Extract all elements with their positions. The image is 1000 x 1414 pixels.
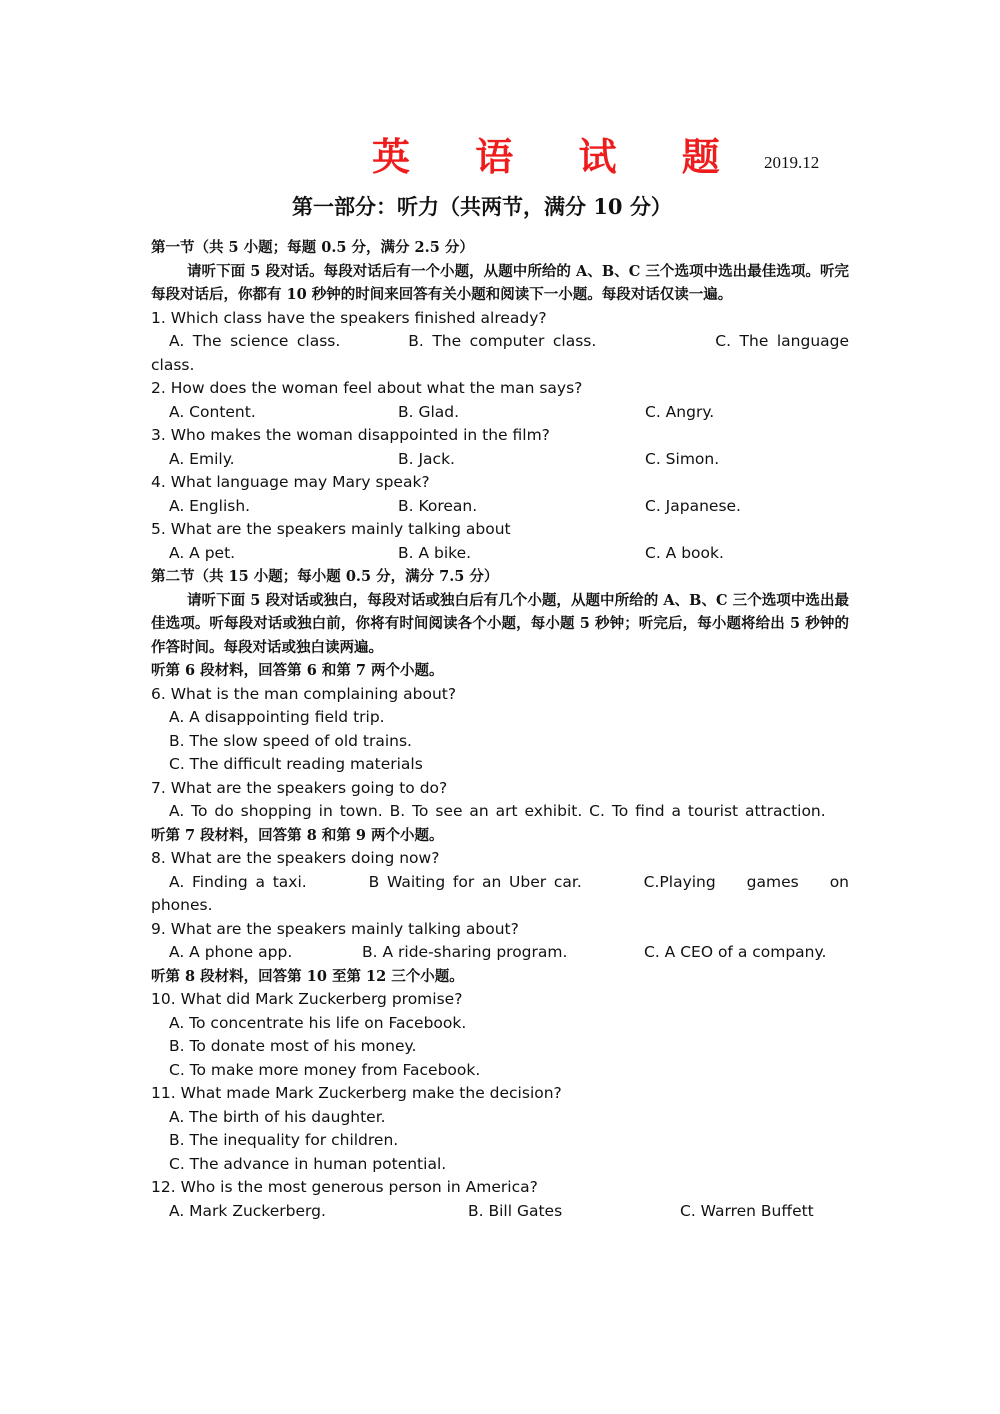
question-2: 2. How does the woman feel about what the man says? (151, 379, 583, 397)
question-10-option-a: A. To concentrate his life on Facebook. (169, 1013, 467, 1032)
question-10-option-c: C. To make more money from Facebook. (169, 1060, 481, 1079)
option-b: B. Glad. (398, 402, 460, 421)
material-7-heading: 听第 7 段材料，回答第 8 和第 9 两个小题。 (151, 826, 444, 844)
exam-date: 2019.12 (764, 153, 820, 172)
option-c: C. Angry. (645, 402, 715, 421)
question-7-options: A. To do shopping in town. B. To see an art exhibit. C. To find a tourist attraction. (169, 802, 826, 820)
question-1: 1. Which class have the speakers finished already? (151, 308, 547, 327)
question-6: 6. What is the man complaining about? (151, 684, 457, 703)
option-c: C. A book. (645, 543, 724, 562)
option-a: A. A pet. (169, 543, 236, 562)
option-c: C. The language class. (151, 332, 850, 374)
question-12-options (151, 1200, 849, 1224)
option-b: B. Korean. (398, 496, 478, 515)
option-a: A. Mark Zuckerberg. (169, 1201, 326, 1220)
question-9: 9. What are the speakers mainly talking about? (151, 919, 519, 938)
question-9-options (151, 941, 849, 965)
question-1-options (151, 330, 849, 377)
option-a: A. English. (169, 496, 251, 515)
option-a: A. A phone app. (169, 943, 293, 961)
question-11-option-c: C. The advance in human potential. (169, 1154, 447, 1173)
option-b: B. A ride-sharing program. (362, 943, 568, 961)
option-a: A. Emily. (169, 449, 235, 468)
question-8: 8. What are the speakers doing now? (151, 849, 440, 867)
question-10: 10. What did Mark Zuckerberg promise? (151, 990, 463, 1008)
option-b: B. A bike. (398, 543, 472, 562)
question-3-options (151, 448, 849, 472)
section-two-heading: 第二节（共 15 小题；每小题 0.5 分，满分 7.5 分） (151, 568, 499, 585)
question-11: 11. What made Mark Zuckerberg make the decision? (151, 1084, 562, 1102)
question-3: 3. Who makes the woman disappointed in the film? (151, 426, 550, 444)
question-10-option-b: B. To donate most of his money. (169, 1037, 417, 1055)
option-a: A. Content. (169, 402, 256, 421)
exam-title: 英 语 试 题 (372, 135, 746, 179)
part-one-heading: 第一部分：听力（共两节，满分 10 分） (292, 194, 672, 219)
option-c: C. Warren Buffett (680, 1201, 814, 1220)
question-7: 7. What are the speakers going to do? (151, 778, 448, 797)
question-11-option-a: A. The birth of his daughter. (169, 1107, 386, 1126)
exam-content (151, 236, 856, 1223)
option-c: C. Simon. (645, 449, 720, 468)
question-8-options: A. Finding a taxi. B Waiting for an Uber car. C.Playing games on phones. (151, 872, 856, 914)
option-c: C. A CEO of a company. (644, 943, 827, 961)
question-6-option-b: B. The slow speed of old trains. (169, 731, 412, 750)
question-5: 5. What are the speakers mainly talking about (151, 520, 511, 538)
question-5-options (151, 542, 849, 566)
material-8-heading: 听第 8 段材料，回答第 10 至第 12 三个小题。 (151, 967, 464, 985)
question-6-option-c: C. The difficult reading materials (169, 755, 423, 773)
option-a: A. The science class. (169, 332, 341, 350)
option-c: C. Japanese. (645, 496, 741, 515)
section-one-heading: 第一节（共 5 小题；每题 0.5 分，满分 2.5 分） (151, 239, 474, 256)
question-4-options (151, 495, 849, 519)
question-12: 12. Who is the most generous person in America? (151, 1178, 538, 1196)
section-one-instructions: 请听下面 5 段对话。每段对话后有一个小题，从题中所给的 A、B、C 三个选项中选出最佳选项。听完每段对话后，你都有 10 秒钟的时间来回答有关小题和阅读下一小题。每段对话仅读一遍。 (151, 262, 849, 303)
option-b: B. The computer class. (408, 332, 597, 350)
question-6-option-a: A. A disappointing field trip. (169, 708, 385, 726)
option-b: B. Jack. (398, 449, 455, 468)
material-6-heading: 听第 6 段材料，回答第 6 和第 7 两个小题。 (151, 662, 444, 679)
option-b: B. Bill Gates (468, 1201, 563, 1220)
question-4: 4. What language may Mary speak? (151, 473, 430, 491)
question-11-option-b: B. The inequality for children. (169, 1131, 399, 1149)
question-2-options (151, 401, 849, 425)
section-two-instructions: 请听下面 5 段对话或独白，每段对话或独白后有几个小题，从题中所给的 A、B、C 三个选项中选出最佳选项。听每段对话或独白前，你将有时间阅读各个小题，每小题 5 秒钟；听完后，每小题将给出 5 秒钟的作答时间。每段对话或独白读两遍。 (151, 591, 849, 656)
